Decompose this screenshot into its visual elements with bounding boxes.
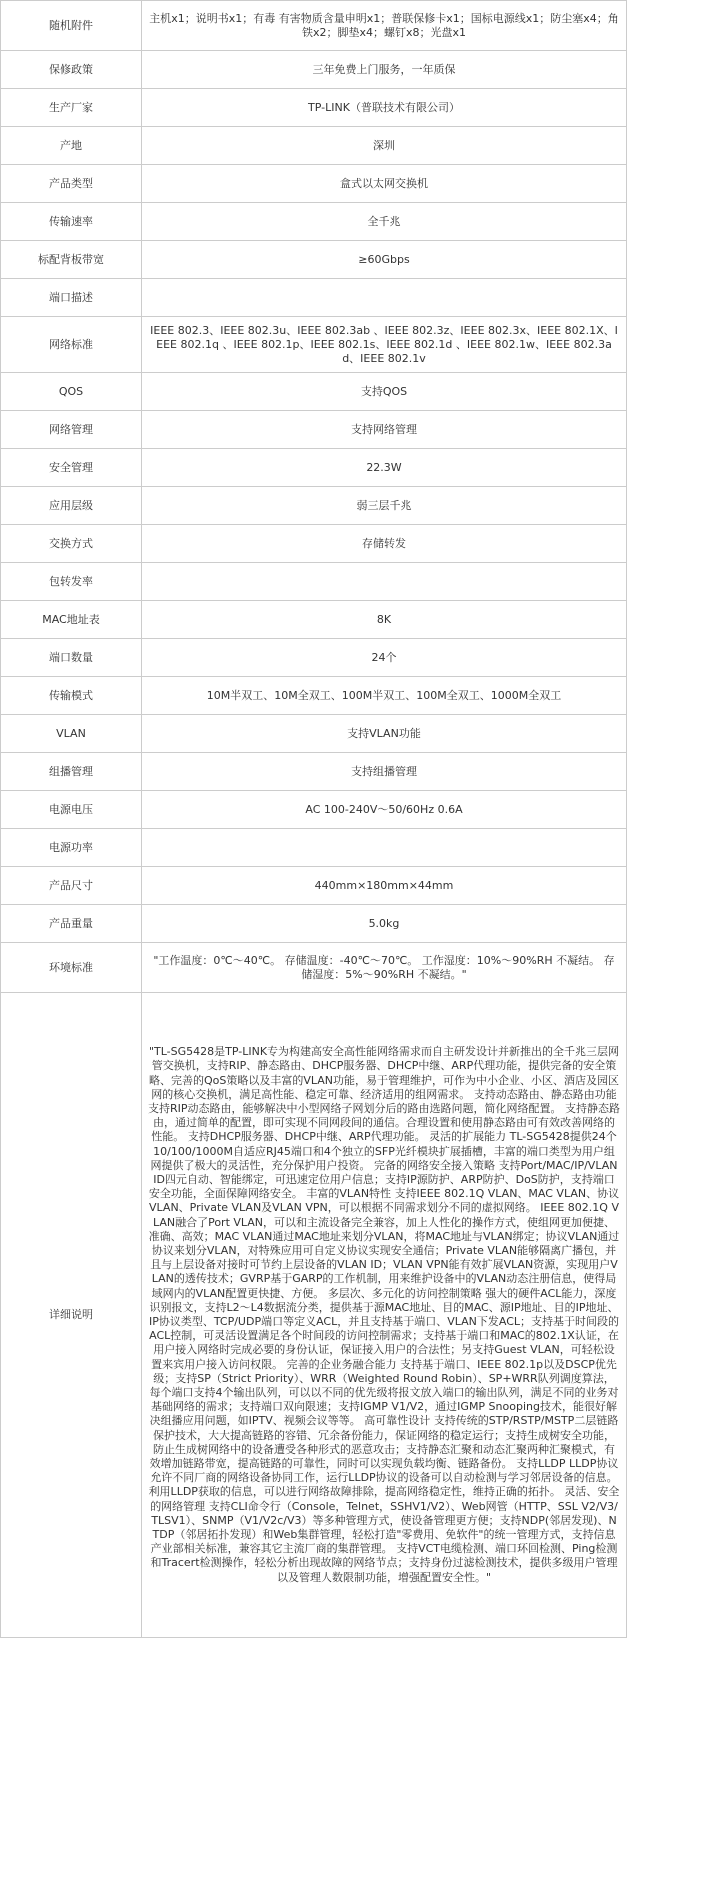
table-row [1,449,627,487]
row-value-backplane: ≥60Gbps [142,241,627,279]
row-label-transfer-mode: 传输模式 [1,677,142,715]
table-row [1,829,627,867]
row-value-multicast: 支持组播管理 [142,753,627,791]
row-value-layer: 弱三层千兆 [142,487,627,525]
table-row [1,563,627,601]
table-row [1,525,627,563]
table-row [1,677,627,715]
row-label-mac-table: MAC地址表 [1,601,142,639]
table-row [1,51,627,89]
row-value-vlan: 支持VLAN功能 [142,715,627,753]
row-value-environment: "工作温度：0℃～40℃。 存储温度：-40℃～70℃。 工作湿度：10%～90%RH 不凝结。 存储湿度：5%～90%RH 不凝结。" [142,943,627,993]
row-label-port-count: 端口数量 [1,639,142,677]
row-value-security: 22.3W [142,449,627,487]
row-value-net-mgmt: 支持网络管理 [142,411,627,449]
table-row [1,411,627,449]
row-value-switching: 存储转发 [142,525,627,563]
table-row [1,1,627,51]
row-value-manufacturer: TP-LINK（普联技术有限公司） [142,89,627,127]
row-value-mac-table: 8K [142,601,627,639]
row-label-backplane: 标配背板带宽 [1,241,142,279]
table-row [1,127,627,165]
row-value-network-standard: IEEE 802.3、IEEE 802.3u、IEEE 802.3ab 、IEEE 802.3z、IEEE 802.3x、IEEE 802.1X、IEEE 802.1q 、IEEE 802.1p、IEEE 802.1s、IEEE 802.1d 、IEEE 802.1w、IEEE 802.3ad、IEEE 802.1v [142,317,627,373]
row-label-forwarding-rate: 包转发率 [1,563,142,601]
table-row [1,905,627,943]
table-row [1,715,627,753]
table-row [1,89,627,127]
row-value-weight: 5.0kg [142,905,627,943]
table-row [1,373,627,411]
row-label-speed: 传输速率 [1,203,142,241]
table-row [1,203,627,241]
table-row [1,317,627,373]
row-value-transfer-mode: 10M半双工、10M全双工、100M半双工、100M全双工、1000M全双工 [142,677,627,715]
row-label-multicast: 组播管理 [1,753,142,791]
row-label-qos: QOS [1,373,142,411]
row-label-network-standard: 网络标准 [1,317,142,373]
row-value-qos: 支持QOS [142,373,627,411]
table-row [1,791,627,829]
row-label-voltage: 电源电压 [1,791,142,829]
row-label-layer: 应用层级 [1,487,142,525]
row-label-vlan: VLAN [1,715,142,753]
table-row [1,639,627,677]
table-row [1,993,627,1638]
row-value-power [142,829,627,867]
row-label-accessories: 随机附件 [1,1,142,51]
row-label-port-desc: 端口描述 [1,279,142,317]
row-label-net-mgmt: 网络管理 [1,411,142,449]
table-row [1,487,627,525]
row-label-manufacturer: 生产厂家 [1,89,142,127]
table-row [1,943,627,993]
row-value-accessories: 主机x1；说明书x1；有毒 有害物质含量申明x1；普联保修卡x1；国标电源线x1；防尘塞x4；角铁x2；脚垫x4；螺钉x8；光盘x1 [142,1,627,51]
row-value-warranty: 三年免费上门服务，一年质保 [142,51,627,89]
row-value-origin: 深圳 [142,127,627,165]
row-value-voltage: AC 100-240V～50/60Hz 0.6A [142,791,627,829]
table-row [1,753,627,791]
row-label-origin: 产地 [1,127,142,165]
row-label-dimensions: 产品尺寸 [1,867,142,905]
row-label-details: 详细说明 [1,993,142,1638]
row-value-port-count: 24个 [142,639,627,677]
table-row [1,241,627,279]
row-label-security: 安全管理 [1,449,142,487]
table-row [1,601,627,639]
row-label-warranty: 保修政策 [1,51,142,89]
table-row [1,165,627,203]
row-label-weight: 产品重量 [1,905,142,943]
row-value-dimensions: 440mm×180mm×44mm [142,867,627,905]
table-row [1,867,627,905]
row-label-power: 电源功率 [1,829,142,867]
row-value-speed: 全千兆 [142,203,627,241]
row-value-port-desc [142,279,627,317]
row-value-details: "TL-SG5428是TP-LINK专为构建高安全高性能网络需求而自主研发设计并新推出的全千兆三层网管交换机，支持RIP、静态路由、DHCP服务器、DHCP中继、ARP代理功能，提供完备的安全策略、完善的QoS策略以及丰富的VLAN功能，易于管理维护，可作为中小企业、小区、酒店及园区网的核心交换机，满足高性能、稳定可靠、经济适用的组网需求。 支持动态路由、静态路由功能 支持RIP动态路由，能够解决中小型网络子网划分后的路由选路问题，简化网络配置。 支持静态路由，通过简单的配置，即可实现不同网段间的通信。合理设置和使用静态路由可有效改善网络的性能。 支持DHCP服务器、DHCP中继、ARP代理功能。 灵活的扩展能力 TL-SG5428提供24个10/100/1000M自适应RJ45端口和4个独立的SFP光纤模块扩展插槽，丰富的端口类型为用户组网提供了极大的灵活性，充分保护用户投资。 完备的网络安全接入策略 支持Port/MAC/IP/VLAN ID四元自动、智能绑定，可迅速定位用户信息；支持IP源防护、ARP防护、DoS防护，支持端口安全功能，全面保障网络安全。 丰富的VLAN特性 支持IEEE 802.1Q VLAN、MAC VLAN、协议VLAN、Private VLAN及VLAN VPN，可以根据不同需求划分不同的虚拟网络。 IEEE 802.1Q VLAN融合了Port VLAN，可以和主流设备完全兼容，加上人性化的操作方式，使组网更加便捷、准确、高效；MAC VLAN通过MAC地址来划分VLAN，将MAC地址与VLAN绑定；协议VLAN通过协议来划分VLAN，对特殊应用可自定义协议实现安全通信；Private VLAN能够隔离广播包，并且与上层设备对接时可节约上层设备的VLAN ID；VLAN VPN能有效扩展VLAN资源，实现用户VLAN的透传技术；GVRP基于GARP的工作机制，用来维护设备中的VLAN动态注册信息，使得局域网内的VLAN配置更快捷、方便。 多层次、多元化的访问控制策略 强大的硬件ACL能力，深度识别报文，支持L2～L4数据流分类，提供基于源MAC地址、目的MAC、源IP地址、目的IP地址、IP协议类型、TCP/UDP端口等定义ACL，并且支持基于端口、VLAN下发ACL；支持基于时间段的ACL控制，可灵活设置满足各个时间段的访问控制需求；支持基于端口和MAC的802.1X认证，在用户接入网络时完成必要的身份认证，保证接入用户的合法性；另支持Guest VLAN，可轻松设置来宾用户接入访问权限。 完善的企业务融合能力 支持基于端口、IEEE 802.1p以及DSCP优先级；支持SP（Strict Priority）、WRR（Weighted Round Robin）、SP+WRR队列调度算法，每个端口支持4个输出队列，可以以不同的优先级将报文放入端口的输出队列，满足不同的业务对基础网络的需求；支持端口双向限速；支持IGMP V1/V2，通过IGMP Snooping技术，能很好解决组播应用问题，如IPTV、视频会议等等。 高可靠性设计 支持传统的STP/RSTP/MSTP二层链路保护技术，大大提高链路的容错、冗余备份能力，保证网络的稳定运行；支持生成树安全功能，防止生成树网络中的设备遭受各种形式的恶意攻击；支持静态汇聚和动态汇聚两种汇聚模式，有效增加链路带宽，提高链路的可靠性，同时可以实现负载均衡、链路备份。 支持LLDP LLDP协议允许不同厂商的网络设备协同工作，运行LLDP协议的设备可以自动检测与学习邻居设备的信息。利用LLDP获取的信息，可以进行网络故障排除，提高网络稳定性，维持正确的拓扑。 灵活、安全的网络管理 支持CLI命令行（Console，Telnet，SSHV1/V2）、Web网管（HTTP、SSL V2/V3/TLSV1）、SNMP（V1/V2c/V3）等多种管理方式，使设备管理更方便；支持NDP(邻居发现)、NTDP（邻居拓扑发现）和Web集群管理，轻松打造"零费用、免软件"的统一管理方式，支持信息产业部相关标准，兼容其它主流厂商的集群管理。 支持VCT电缆检测、端口环回检测、Ping检测和Tracert检测操作，轻松分析出现故障的网络节点；支持身份过滤检测技术，提供多级用户管理以及管理人数限制功能，增强配置安全性。" [142,993,627,1638]
row-value-product-type: 盒式以太网交换机 [142,165,627,203]
row-label-product-type: 产品类型 [1,165,142,203]
row-label-environment: 环境标准 [1,943,142,993]
table-row [1,279,627,317]
row-value-forwarding-rate [142,563,627,601]
row-label-switching: 交换方式 [1,525,142,563]
